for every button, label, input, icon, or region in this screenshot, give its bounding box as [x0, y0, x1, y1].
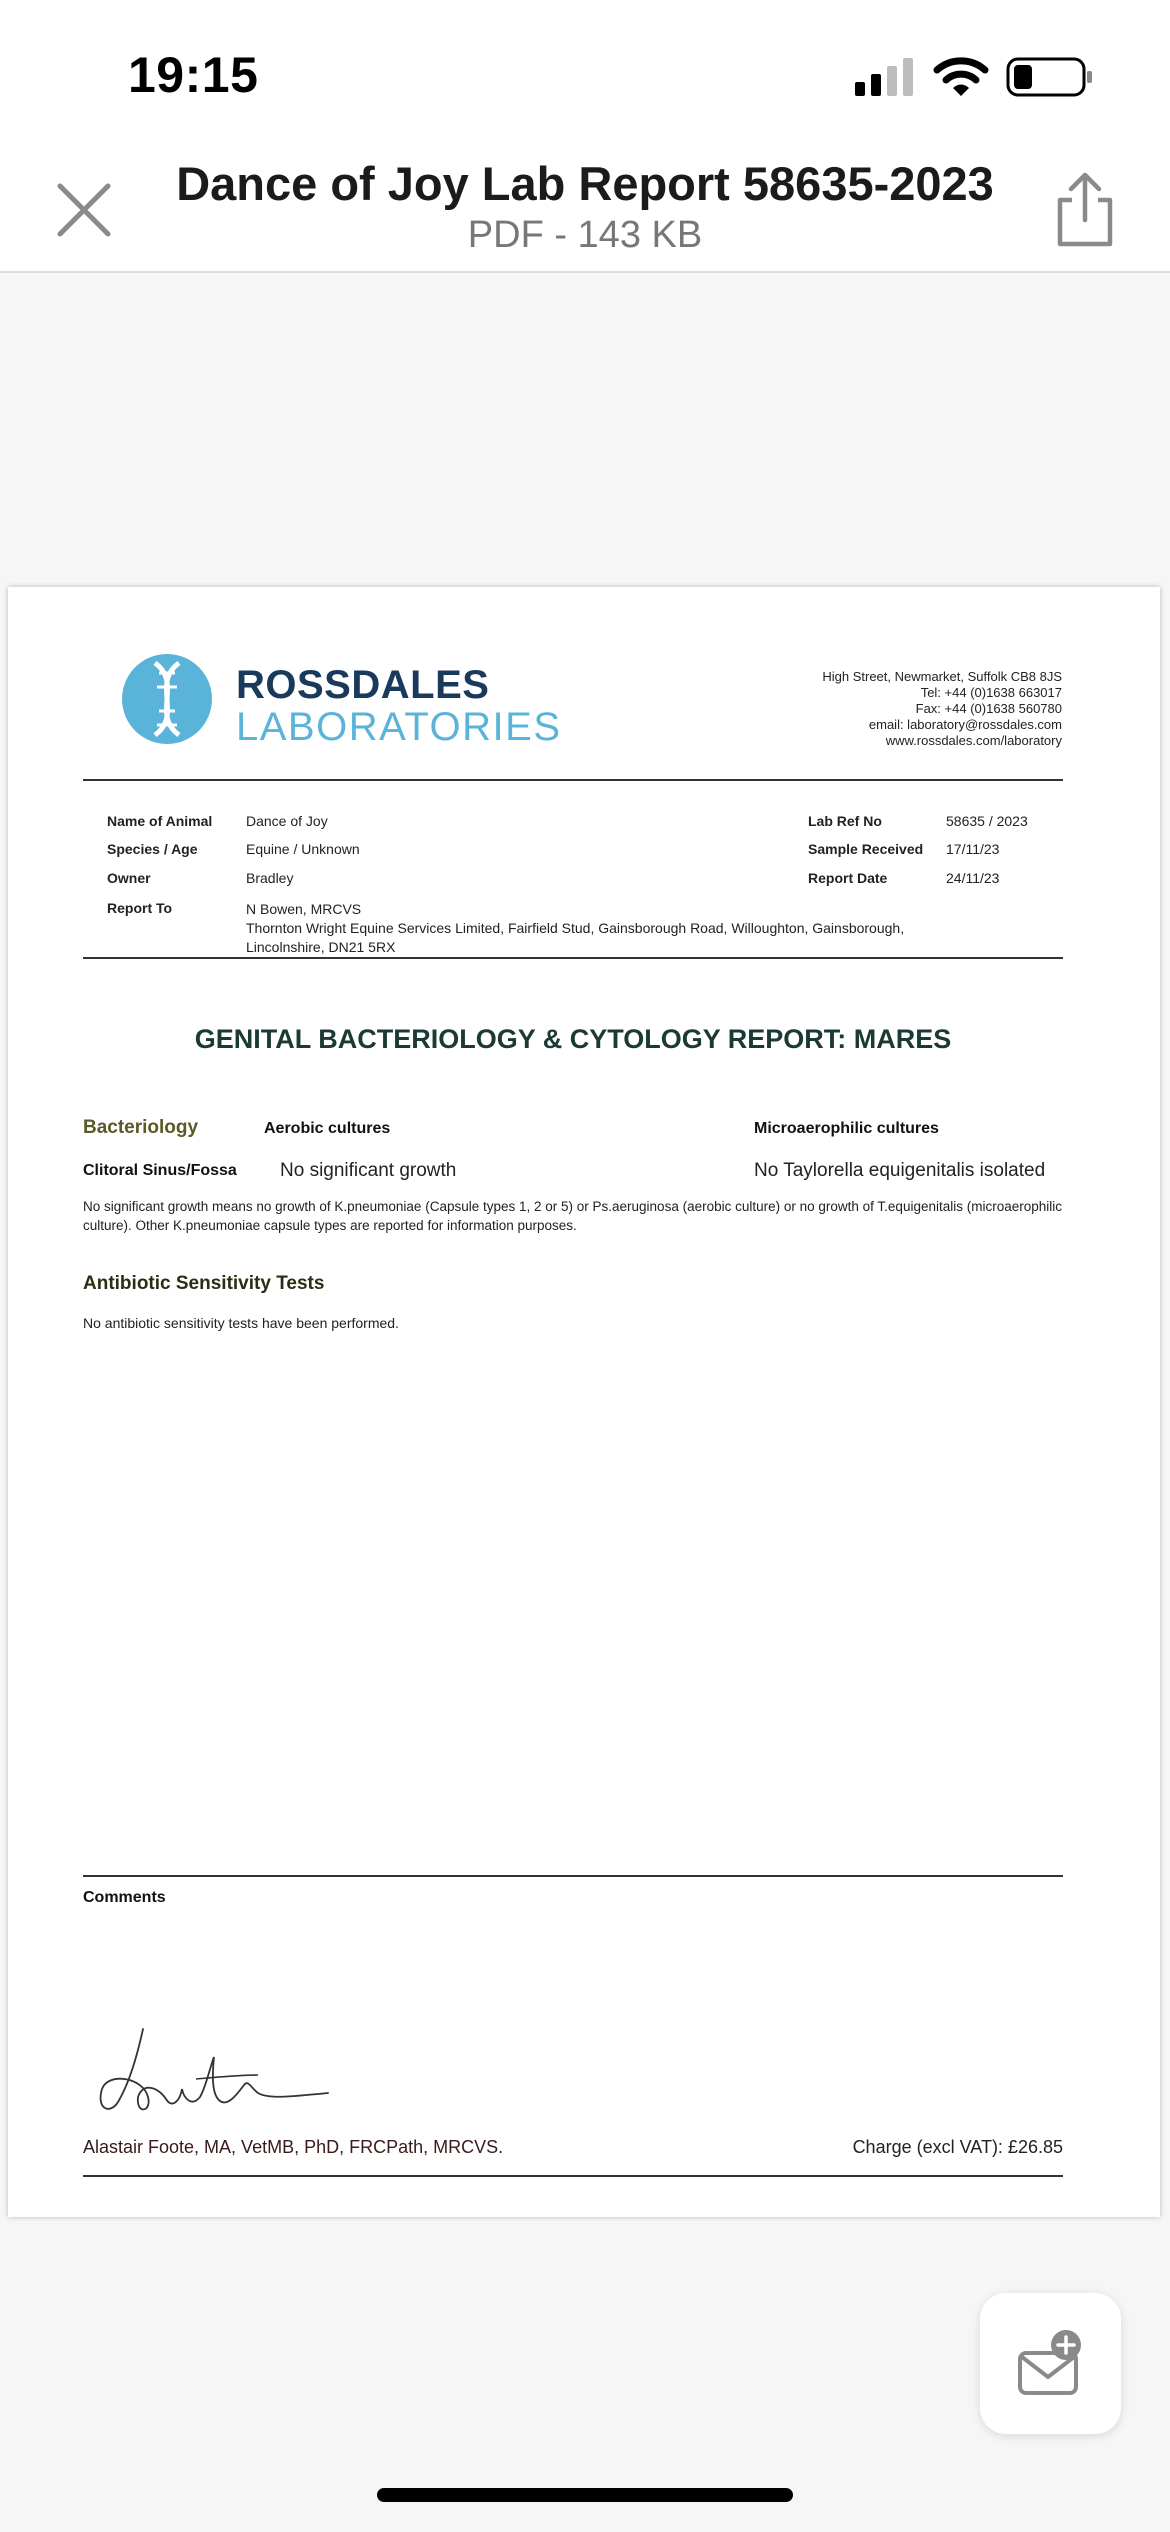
address-line: High Street, Newmarket, Suffolk CB8 8JS	[822, 669, 1062, 684]
report-heading: GENITAL BACTERIOLOGY & CYTOLOGY REPORT: MARES	[194, 1024, 952, 1054]
address-line: Fax: +44 (0)1638 560780	[915, 701, 1062, 716]
address-line: Tel: +44 (0)1638 663017	[920, 685, 1062, 700]
lab-ref-value: 58635 / 2023	[946, 813, 1028, 829]
address-line: email: laboratory@rossdales.com	[868, 717, 1062, 732]
divider	[83, 1875, 1063, 1877]
sample-site-label: Clitoral Sinus/Fossa	[83, 1162, 237, 1179]
species-value: Equine / Unknown	[246, 841, 360, 857]
address-line: www.rossdales.com/laboratory	[885, 733, 1062, 748]
bacteriology-note: No significant growth means no growth of K.pneumoniae (Capsule types 1, 2 or 5) or Ps.aeruginosa (aerobic culture) or no growth of T.equigenitalis (microaerophilic culture). Other K.pneumoniae capsule types are reported for information purposes.	[83, 1199, 1063, 1233]
envelope-plus-icon	[1016, 2329, 1086, 2399]
owner-value: Bradley	[246, 870, 294, 886]
aerobic-result: No significant growth	[280, 1160, 457, 1181]
lab-ref-label: Lab Ref No	[808, 813, 882, 829]
document-subtitle: PDF - 143 KB	[467, 214, 703, 256]
close-button[interactable]	[52, 178, 116, 242]
owner-label: Owner	[107, 870, 151, 886]
aerobic-column-header: Aerobic cultures	[264, 1120, 391, 1137]
signatory: Alastair Foote, MA, VetMB, PhD, FRCPath, MRCVS.	[83, 2137, 504, 2157]
share-button[interactable]	[1052, 170, 1118, 250]
pdf-page[interactable]	[8, 587, 1160, 2217]
status-time: 19:15	[128, 47, 259, 103]
report-to-value	[246, 900, 904, 957]
sample-received-value: 17/11/23	[946, 841, 1000, 857]
document-header	[0, 140, 1170, 273]
wifi-icon	[933, 56, 989, 98]
microaerophilic-result: No Taylorella equigenitalis isolated	[754, 1160, 1046, 1181]
divider	[83, 2175, 1063, 2177]
report-date-value: 24/11/23	[946, 870, 1000, 886]
status-bar	[0, 0, 1170, 140]
animal-name-value: Dance of Joy	[246, 813, 328, 829]
report-to-line: Lincolnshire, DN21 5RX	[246, 939, 396, 955]
cellular-signal-icon	[855, 58, 915, 96]
add-to-mail-button[interactable]	[980, 2293, 1121, 2434]
comments-label: Comments	[83, 1889, 166, 1906]
report-to-label: Report To	[107, 900, 173, 916]
antibiotic-text: No antibiotic sensitivity tests have been performed.	[83, 1315, 399, 1331]
report-date-label: Report Date	[808, 870, 888, 886]
microaerophilic-column-header: Microaerophilic cultures	[754, 1120, 939, 1137]
sample-received-label: Sample Received	[808, 841, 924, 857]
animal-name-label: Name of Animal	[107, 813, 213, 829]
home-indicator[interactable]	[377, 2488, 793, 2502]
logo-text-laboratories: LABORATORIES	[236, 705, 562, 749]
battery-icon	[1006, 56, 1094, 98]
document-title: Dance of Joy Lab Report 58635-2023	[176, 157, 994, 210]
report-to-line: N Bowen, MRCVS	[246, 901, 362, 917]
species-label: Species / Age	[107, 841, 198, 857]
report-to-line: Thornton Wright Equine Services Limited, Fairfield Stud, Gainsborough Road, Willoughton, Gainsborough,	[246, 920, 905, 936]
signature-image	[88, 2027, 348, 2127]
antibiotic-heading: Antibiotic Sensitivity Tests	[83, 1273, 325, 1294]
dna-logo-icon	[121, 653, 213, 745]
divider	[83, 957, 1063, 959]
lab-address	[822, 669, 1062, 749]
charge: Charge (excl VAT): £26.85	[852, 2137, 1063, 2157]
logo-text-rossdales: ROSSDALES	[236, 663, 490, 707]
divider	[83, 779, 1063, 781]
bacteriology-label: Bacteriology	[83, 1117, 199, 1138]
